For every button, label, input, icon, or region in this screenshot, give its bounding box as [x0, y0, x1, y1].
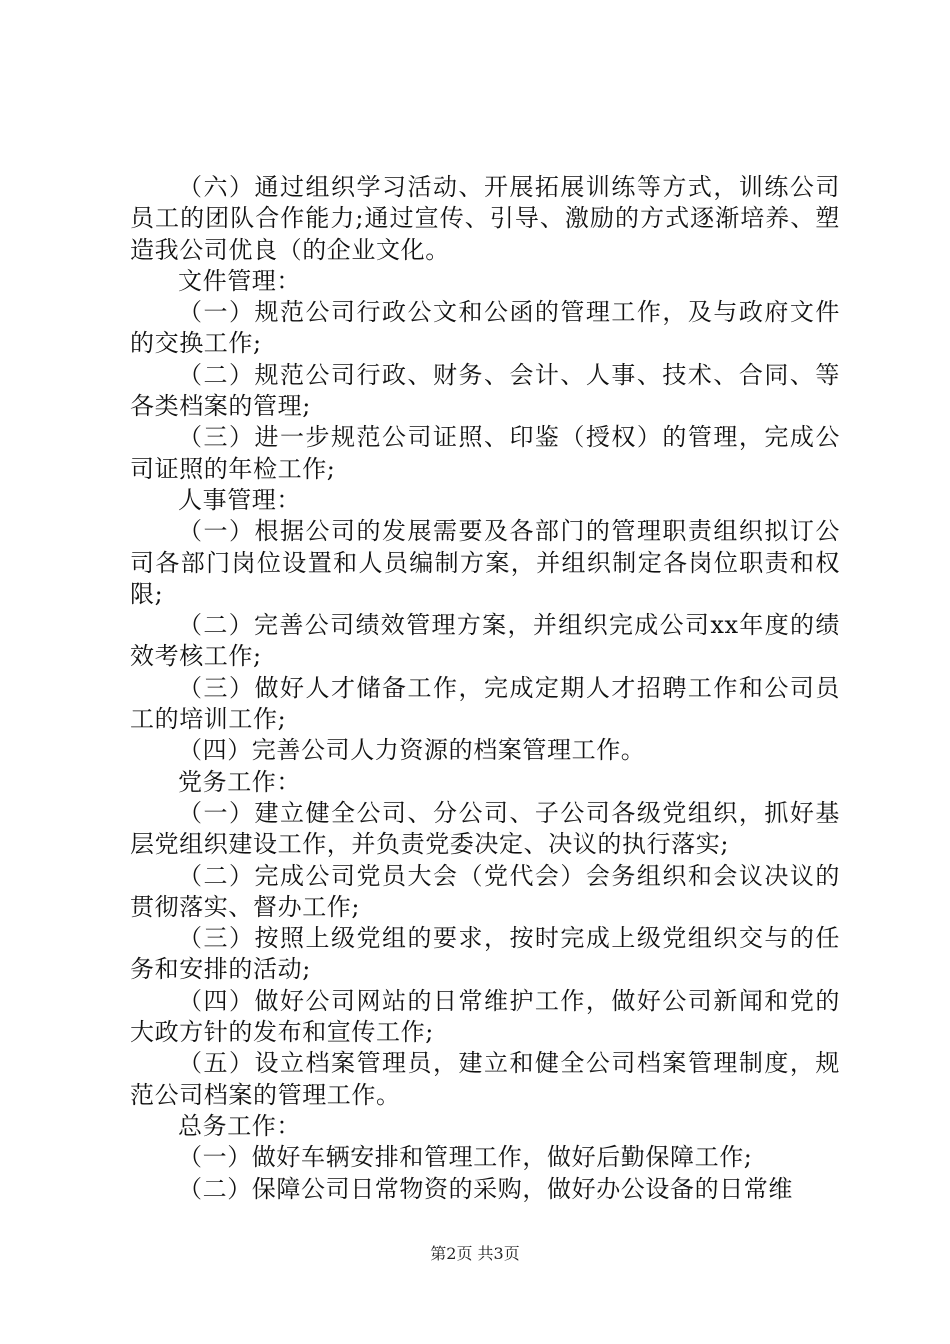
- page-number-footer: 第2页 共3页: [430, 1244, 520, 1263]
- paragraph-party-3: （三）按照上级党组的要求，按时完成上级党组织交与的任务和安排的活动;: [130, 924, 840, 984]
- paragraph-party-2: （二）完成公司党员大会（党代会）会务组织和会议决议的贯彻落实、督办工作;: [130, 861, 840, 921]
- paragraph-file-2: （二）规范公司行政、财务、会计、人事、技术、合同、等各类档案的管理;: [130, 360, 840, 421]
- paragraph-file-3: （三）进一步规范公司证照、印鉴（授权）的管理，完成公司证照的年检工作;: [130, 423, 840, 483]
- paragraph-personnel-2: （二）完善公司绩效管理方案，并组织完成公司xx年度的绩效考核工作;: [130, 611, 840, 671]
- section-heading-file-management: 文件管理：: [178, 266, 301, 295]
- paragraph-personnel-3: （三）做好人才储备工作，完成定期人才招聘工作和公司员工的培训工作;: [130, 673, 840, 734]
- paragraph-general-2: （二）保障公司日常物资的采购，做好办公设备的日常维: [178, 1174, 793, 1203]
- section-heading-general-affairs: 总务工作：: [178, 1111, 301, 1140]
- document-body: [130, 172, 840, 1205]
- paragraph-general-1: （一）做好车辆安排和管理工作，做好后勤保障工作;: [178, 1143, 753, 1172]
- paragraph-personnel-4: （四）完善公司人力资源的档案管理工作。: [178, 736, 646, 765]
- section-heading-party-affairs: 党务工作：: [178, 767, 301, 796]
- paragraph-personnel-1: （一）根据公司的发展需要及各部门的管理职责组织拟订公司各部门岗位设置和人员编制方案，并组织制定各岗位职责和权限;: [130, 517, 840, 608]
- section-heading-personnel: 人事管理：: [178, 485, 301, 514]
- paragraph-party-4: （四）做好公司网站的日常维护工作，做好公司新闻和党的大政方针的发布和宣传工作;: [130, 986, 840, 1047]
- paragraph-party-5: （五）设立档案管理员，建立和健全公司档案管理制度，规范公司档案的管理工作。: [130, 1049, 840, 1109]
- paragraph-party-1: （一）建立健全公司、分公司、子公司各级党组织，抓好基层党组织建设工作，并负责党委决定、决议的执行落实;: [130, 798, 840, 859]
- paragraph-file-1: （一）规范公司行政公文和公函的管理工作，及与政府文件的交换工作;: [130, 298, 840, 358]
- paragraph-6-team-culture: （六）通过组织学习活动、开展拓展训练等方式，训练公司员工的团队合作能力;通过宣传、引导、激励的方式逐渐培养、塑造我公司优良（的企业文化。: [130, 173, 840, 264]
